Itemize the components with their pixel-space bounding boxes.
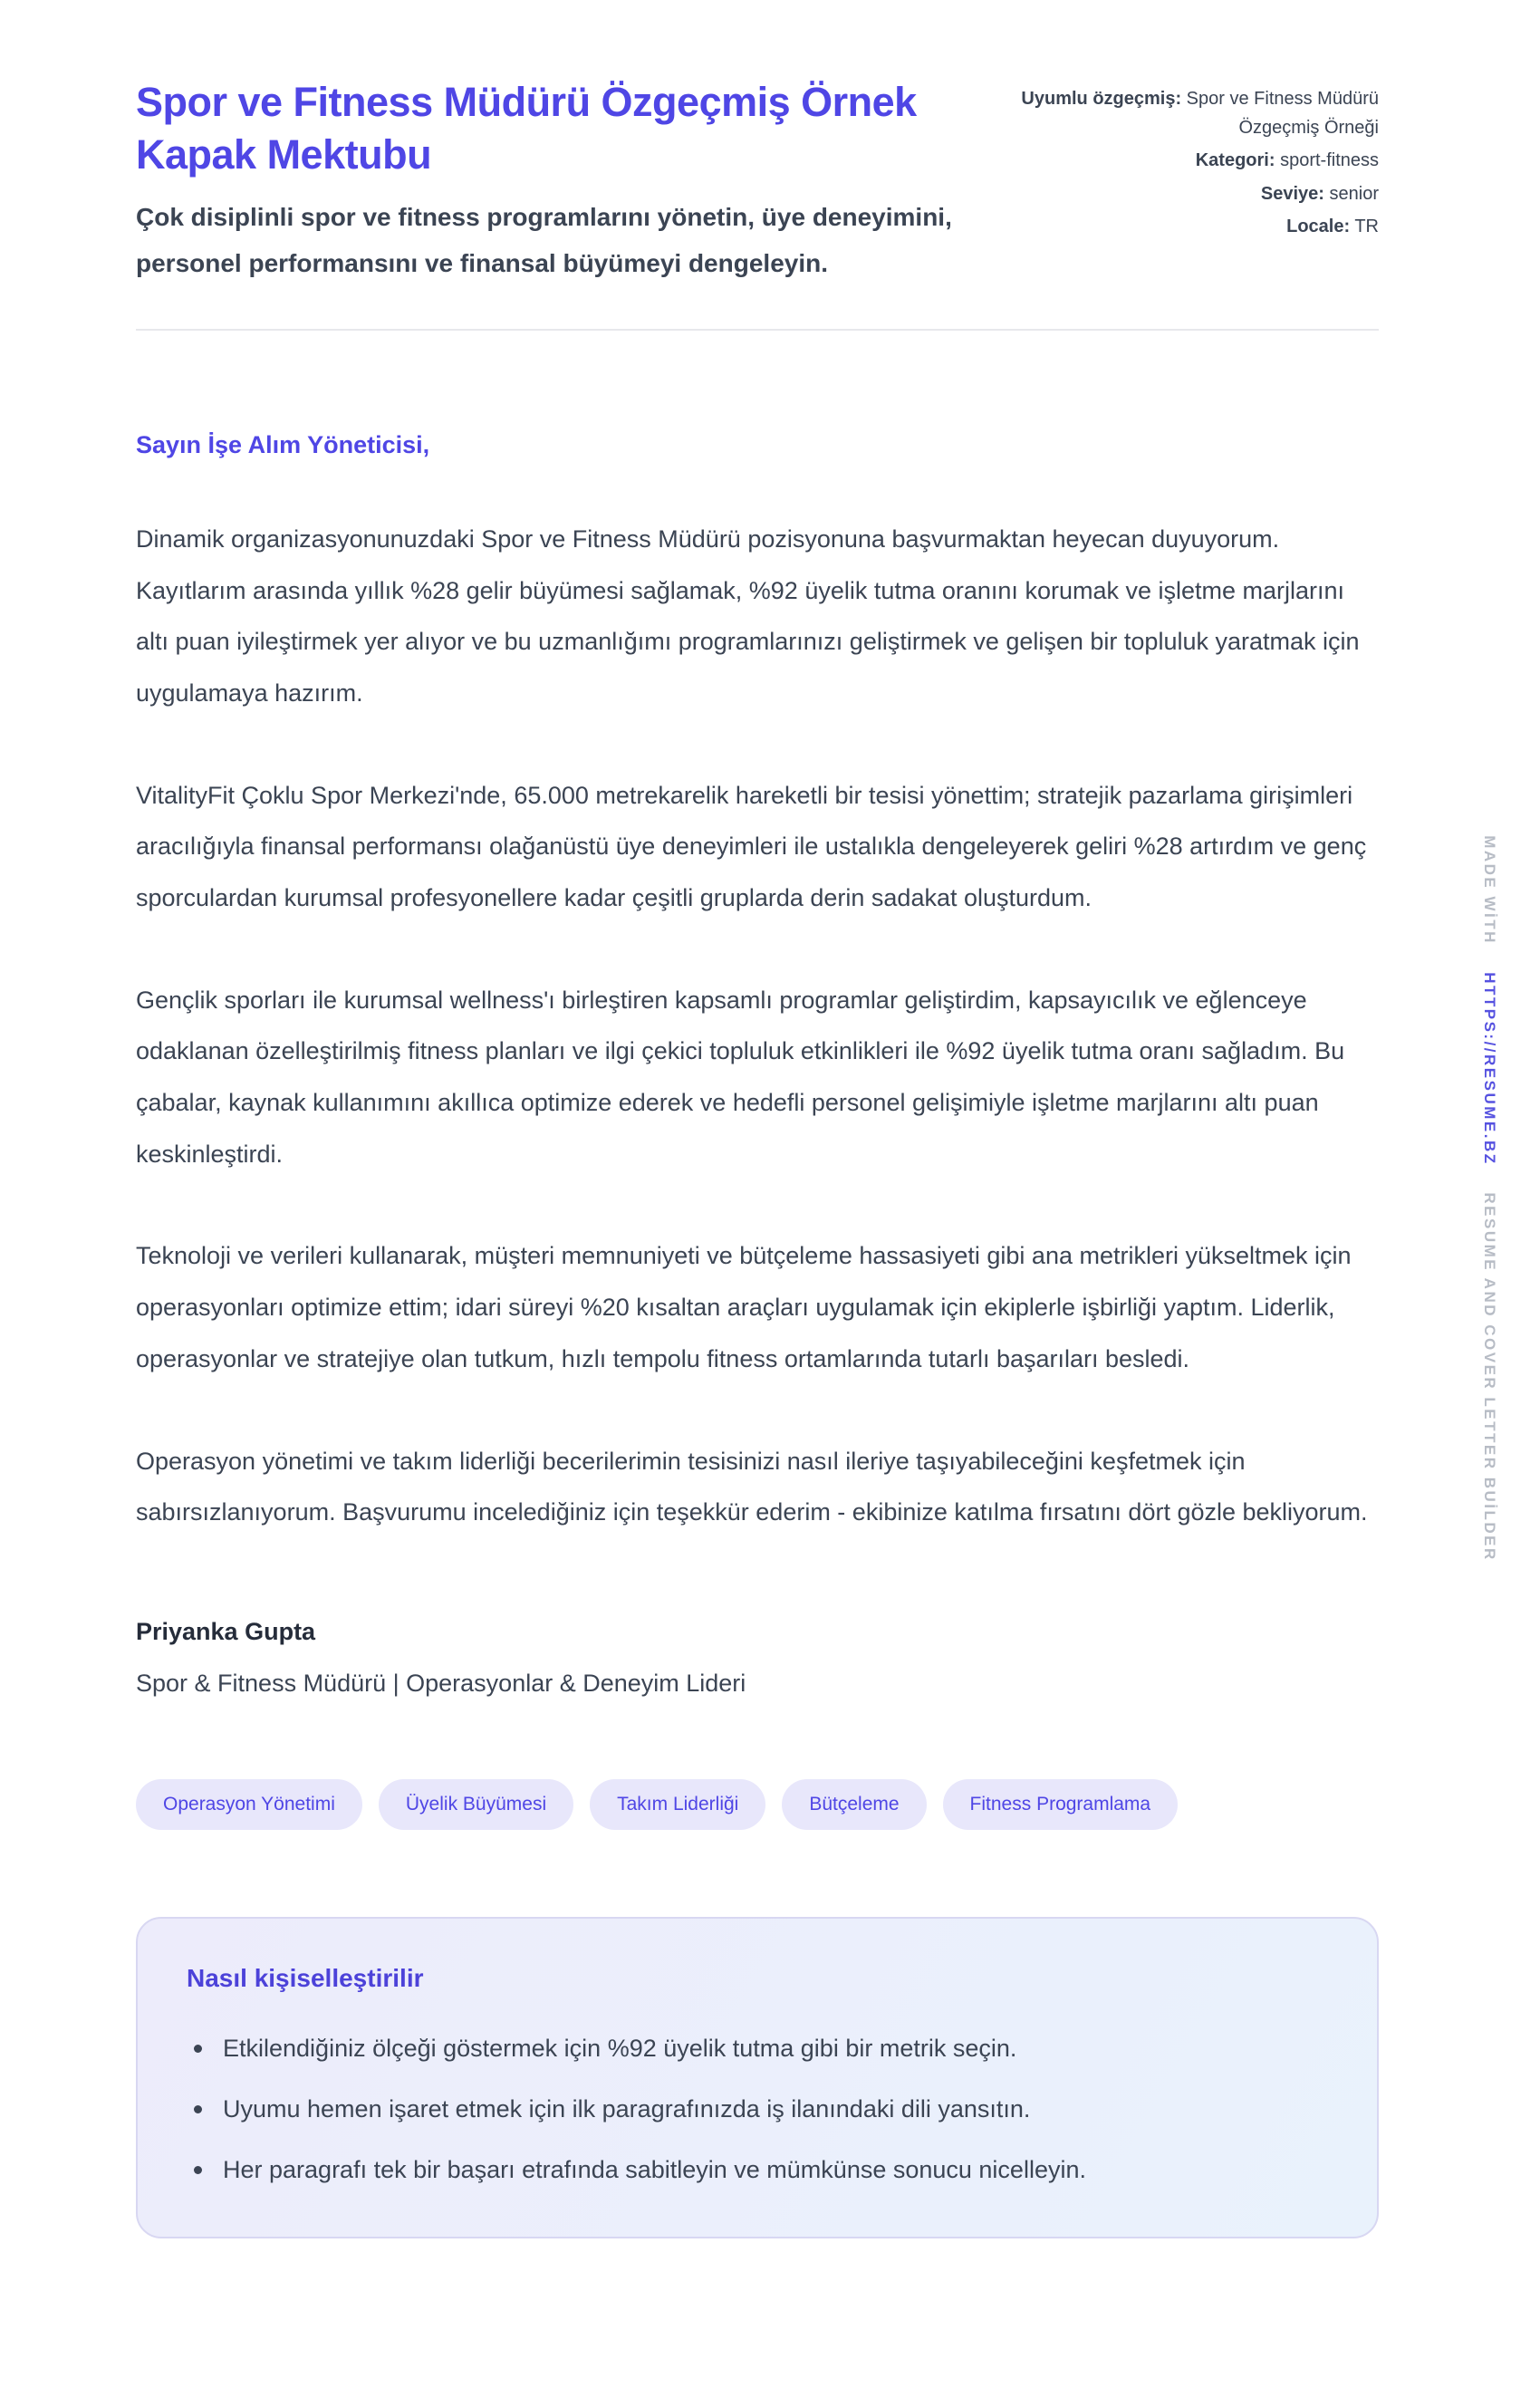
meta-locale-label: Locale:	[1286, 217, 1351, 237]
bullet-icon	[194, 2045, 202, 2053]
meta-level-label: Seviye:	[1260, 183, 1324, 204]
tag-list	[136, 1779, 1379, 1830]
letter-paragraph-1: Dinamik organizasyonunuzdaki Spor ve Fitness Müdürü pozisyonuna başvurmaktan heyecan duyuyorum. Kayıtlarım arasında yıllık %28 gelir büyümesi sağlamak, %92 üyelik tutma oranını korumak ve işletme marjlarını altı puan iyileştirmek yer alıyor ve bu uzmanlığımı programlarınızı geliştirmek ve gelişen bir topluluk yaratmak için uygulamaya hazırım.	[136, 525, 1360, 707]
header-title-block	[136, 76, 983, 287]
tips-box	[136, 1917, 1379, 2239]
meta-matching-resume-value: Spor ve Fitness Müdürü Özgeçmiş Örneği	[1181, 89, 1379, 138]
tip-item-1-text: Etkilendiğiniz ölçeği göstermek için %92 üyelik tutma gibi bir metrik seçin.	[223, 2034, 1017, 2062]
meta-matching-resume-label: Uyumlu özgeçmiş:	[1021, 89, 1182, 109]
tag-pill-budgeting: Bütçeleme	[782, 1779, 926, 1830]
bullet-icon	[194, 2105, 202, 2113]
tag-pill-fitness-programming: Fitness Programlama	[943, 1779, 1179, 1830]
tip-item-3-text: Her paragrafı tek bir başarı etrafında sabitleyin ve mümkünse sonucu nicelleyin.	[223, 2156, 1086, 2184]
signature-name: Priyanka Gupta	[136, 1617, 316, 1645]
bullet-icon	[194, 2166, 202, 2174]
tips-list	[187, 2029, 1328, 2190]
meta-locale-value: TR	[1350, 217, 1379, 237]
letter-paragraph-5: Operasyon yönetimi ve takım liderliği becerilerimin tesisinizi nasıl ileriye taşıyabileceğini keşfetmek için sabırsızlanıyorum. Başvurumu incelediğiniz için teşekkür ederim - ekibinize katılma fırsatını dört gözle bekliyorum.	[136, 1447, 1368, 1526]
meta-level-value: senior	[1323, 183, 1379, 204]
content-container	[136, 0, 1379, 2238]
letter-paragraph-2: VitalityFit Çoklu Spor Merkezi'nde, 65.000 metrekarelik hareketli bir tesisi yönettim; stratejik pazarlama girişimleri aracılığıyla finansal performansı olağanüstü üye deneyimleri ile ustalıkla dengeleyerek geliri %28 artırdım ve genç sporculardan kurumsal profesyonellere kadar çeşitli gruplarda derin sadakat oluşturdum.	[136, 781, 1367, 912]
meta-level	[1016, 180, 1379, 209]
watermark-prefix: MADE WİTH	[1481, 835, 1498, 945]
meta-matching-resume	[1016, 85, 1379, 142]
meta-category-label: Kategori:	[1195, 150, 1275, 171]
page-subtitle: Çok disiplinli spor ve fitness programlarını yönetin, üye deneyimini, personel performansını ve finansal büyümeyi dengeleyin.	[136, 203, 952, 278]
header	[136, 0, 1379, 287]
watermark	[1480, 835, 1498, 1562]
watermark-suffix: RESUME AND COVER LETTER BUİLDER	[1481, 1192, 1498, 1562]
tag-pill-leadership: Takım Liderliği	[590, 1779, 765, 1830]
greeting: Sayın İşe Alım Yöneticisi,	[136, 431, 430, 459]
tag-pill-membership: Üyelik Büyümesi	[379, 1779, 573, 1830]
tip-item-2	[187, 2090, 1328, 2129]
header-divider	[136, 329, 1379, 331]
tip-item-1	[187, 2029, 1328, 2068]
tip-item-3	[187, 2151, 1328, 2190]
letter-paragraph-4: Teknoloji ve verileri kullanarak, müşteri memnuniyeti ve bütçeleme hassasiyeti gibi ana metrikleri yükseltmek için operasyonları optimize ettim; idari süreyi %20 kısaltan araçları uygulamak için ekiplerle işbirliği yaptım. Liderlik, operasyonlar ve stratejiye olan tutkum, hızlı tempolu fitness ortamlarında tutarlı başarıları besledi.	[136, 1242, 1352, 1372]
meta-category	[1016, 147, 1379, 176]
meta-panel	[1016, 76, 1379, 246]
page-title: Spor ve Fitness Müdürü Özgeçmiş Örnek Kapak Mektubu	[136, 79, 917, 178]
letter-paragraph-3: Gençlik sporları ile kurumsal wellness'ı birleştiren kapsamlı programlar geliştirdim, kapsayıcılık ve eğlenceye odaklanan özelleştirilmiş fitness planları ve ilgi çekici topluluk etkinlikleri ile %92 üyelik tutma oranı sağladım. Bu çabalar, kaynak kullanımını akıllıca optimize ederek ve hedefli personel gelişimiyle işletme marjlarını altı puan keskinleştirdi.	[136, 986, 1345, 1168]
tips-heading: Nasıl kişiselleştirilir	[187, 1963, 424, 1992]
meta-category-value: sport-fitness	[1275, 150, 1379, 171]
letter-body	[136, 428, 1379, 1698]
signature-role: Spor & Fitness Müdürü | Operasyonlar & Deneyim Lideri	[136, 1669, 746, 1697]
tip-item-2-text: Uyumu hemen işaret etmek için ilk paragrafınızda iş ilanındaki dili yansıtın.	[223, 2095, 1031, 2123]
tag-pill-operations: Operasyon Yönetimi	[136, 1779, 362, 1830]
meta-locale	[1016, 213, 1379, 242]
watermark-link[interactable]: HTTPS://RESUME.BZ	[1481, 971, 1498, 1166]
